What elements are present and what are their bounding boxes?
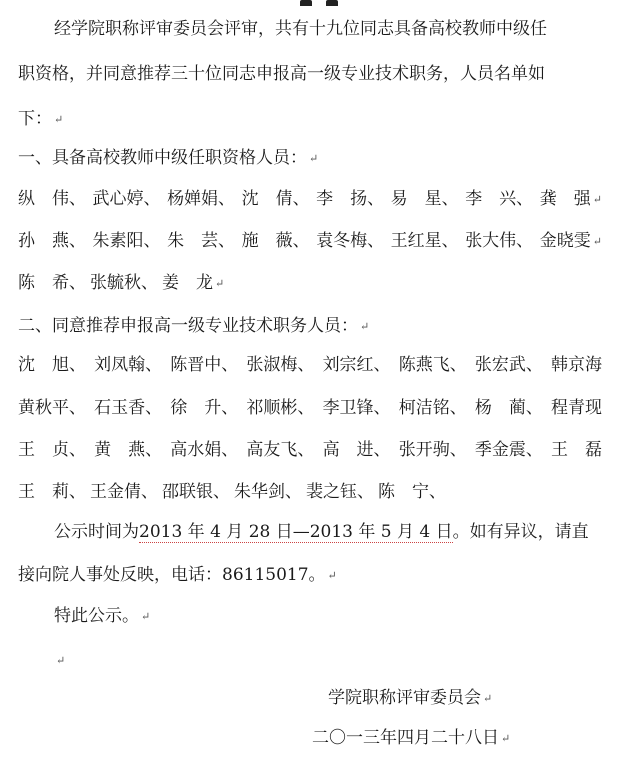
notice-line-2 — [18, 563, 337, 588]
name-item: 高 进、 — [322, 440, 391, 460]
name-item: 祁顺彬、 — [246, 398, 315, 418]
name-item: 黄 燕、 — [94, 440, 163, 460]
intro-line-1 — [54, 17, 547, 41]
paragraph-mark-icon: ↵ — [501, 732, 511, 745]
name-item: 高友飞、 — [246, 440, 315, 460]
name-item: 徐 升、 — [170, 398, 239, 418]
paragraph-mark-icon: ↵ — [327, 569, 337, 582]
name-item: 朱素阳、 — [92, 231, 161, 251]
name-item: 武心婷、 — [92, 189, 161, 209]
notice-prefix: 公示时间为 — [54, 522, 139, 542]
name-item: 柯洁铭、 — [398, 398, 467, 418]
name-item: 王红星、 — [390, 231, 459, 251]
name-item: 黄秋平、 — [18, 398, 86, 418]
name-item: 陈晋中、 — [170, 355, 239, 375]
name-item: 张开驹、 — [398, 440, 467, 460]
intro-text-3: 下： — [18, 109, 52, 129]
paragraph-mark-icon: ↵ — [592, 193, 602, 206]
name-item: 裴之钰、 — [306, 482, 374, 502]
name-item: 沈 倩、 — [241, 189, 310, 209]
notice-suffix: 。如有异议，请直 — [452, 522, 589, 542]
name-item: 刘凤翰、 — [94, 355, 163, 375]
name-item: 高水娟、 — [170, 440, 239, 460]
name-item: 李 扬、 — [316, 189, 385, 209]
name-item: 韩京海 — [550, 355, 602, 375]
closing-text: 特此公示。 — [54, 606, 139, 626]
name-item: 张淑梅、 — [246, 355, 315, 375]
name-item: 邵联银、 — [162, 482, 230, 502]
notice-line-1 — [54, 520, 589, 544]
section2-row-4 — [18, 480, 446, 504]
name-item: 张大伟、 — [465, 231, 534, 251]
name-item: 刘宗红、 — [322, 355, 391, 375]
name-item: 杨 蔺、 — [474, 398, 543, 418]
name-item: 季金震、 — [474, 440, 543, 460]
name-item: 张毓秋、 — [90, 273, 158, 293]
section2-row-1 — [18, 353, 602, 377]
name-item: 王金倩、 — [90, 482, 158, 502]
name-item: 孙 燕、 — [18, 231, 86, 251]
name-item: 李 兴、 — [465, 189, 534, 209]
name-item: 朱华剑、 — [234, 482, 302, 502]
paragraph-mark-icon: ↵ — [483, 692, 493, 705]
paragraph-mark-icon: ↵ — [309, 152, 319, 165]
intro-line-3 — [18, 107, 63, 132]
closing-line — [54, 604, 150, 629]
intro-line-2 — [18, 62, 545, 86]
name-item: 李卫锋、 — [322, 398, 391, 418]
name-item: 陈 宁、 — [378, 482, 446, 502]
name-item: 龚 强 — [539, 189, 591, 209]
paragraph-mark-icon: ↵ — [360, 320, 370, 333]
paragraph-mark-icon: ↵ — [56, 654, 66, 667]
name-item: 石玉香、 — [94, 398, 163, 418]
section2-heading — [18, 314, 369, 339]
intro-text-1: 经学院职称评审委员会评审，共有十九位同志具备高校教师中级任 — [54, 19, 547, 39]
section1-heading — [18, 146, 318, 171]
name-item: 王 莉、 — [18, 482, 86, 502]
cropped-title-fragment — [300, 0, 360, 6]
name-item: 纵 伟、 — [18, 189, 86, 209]
name-item: 陈燕飞、 — [398, 355, 467, 375]
paragraph-mark-icon: ↵ — [215, 277, 225, 290]
name-item: 程青现 — [550, 398, 602, 418]
section1-row-3 — [18, 271, 224, 296]
section2-row-2 — [18, 396, 602, 420]
name-item: 姜 龙 — [162, 273, 213, 293]
name-item: 金晓雯 — [539, 231, 591, 251]
intro-text-2: 职资格，并同意推荐三十位同志申报高一级专业技术职务，人员名单如 — [18, 64, 545, 84]
paragraph-mark-icon: ↵ — [54, 113, 64, 126]
signature-org-text: 学院职称评审委员会 — [328, 688, 481, 708]
name-item: 王 磊 — [550, 440, 602, 460]
section2-row-3 — [18, 438, 602, 462]
name-item: 易 星、 — [390, 189, 459, 209]
section1-row-1 — [18, 187, 602, 212]
name-item: 朱 芸、 — [167, 231, 236, 251]
name-item: 沈 旭、 — [18, 355, 86, 375]
section1-heading-text: 一、具备高校教师中级任职资格人员： — [18, 148, 307, 168]
signature-org — [328, 686, 492, 711]
blank-line — [54, 648, 65, 673]
name-item: 袁冬梅、 — [316, 231, 385, 251]
notice-contact: 接向院人事处反映，电话：86115017。 — [18, 565, 326, 585]
paragraph-mark-icon: ↵ — [592, 235, 602, 248]
section1-row-2 — [18, 229, 602, 254]
paragraph-mark-icon: ↵ — [141, 610, 151, 623]
section2-heading-text: 二、同意推荐申报高一级专业技术职务人员： — [18, 316, 358, 336]
name-item: 杨婵娟、 — [167, 189, 236, 209]
name-item: 王 贞、 — [18, 440, 86, 460]
name-item: 陈 希、 — [18, 273, 86, 293]
name-item: 施 薇、 — [241, 231, 310, 251]
signature-date-text: 二〇一三年四月二十八日 — [312, 728, 499, 748]
name-item: 张宏武、 — [474, 355, 543, 375]
signature-date — [312, 726, 510, 751]
notice-period: 2013 年 4 月 28 日—2013 年 5 月 4 日 — [139, 522, 453, 542]
